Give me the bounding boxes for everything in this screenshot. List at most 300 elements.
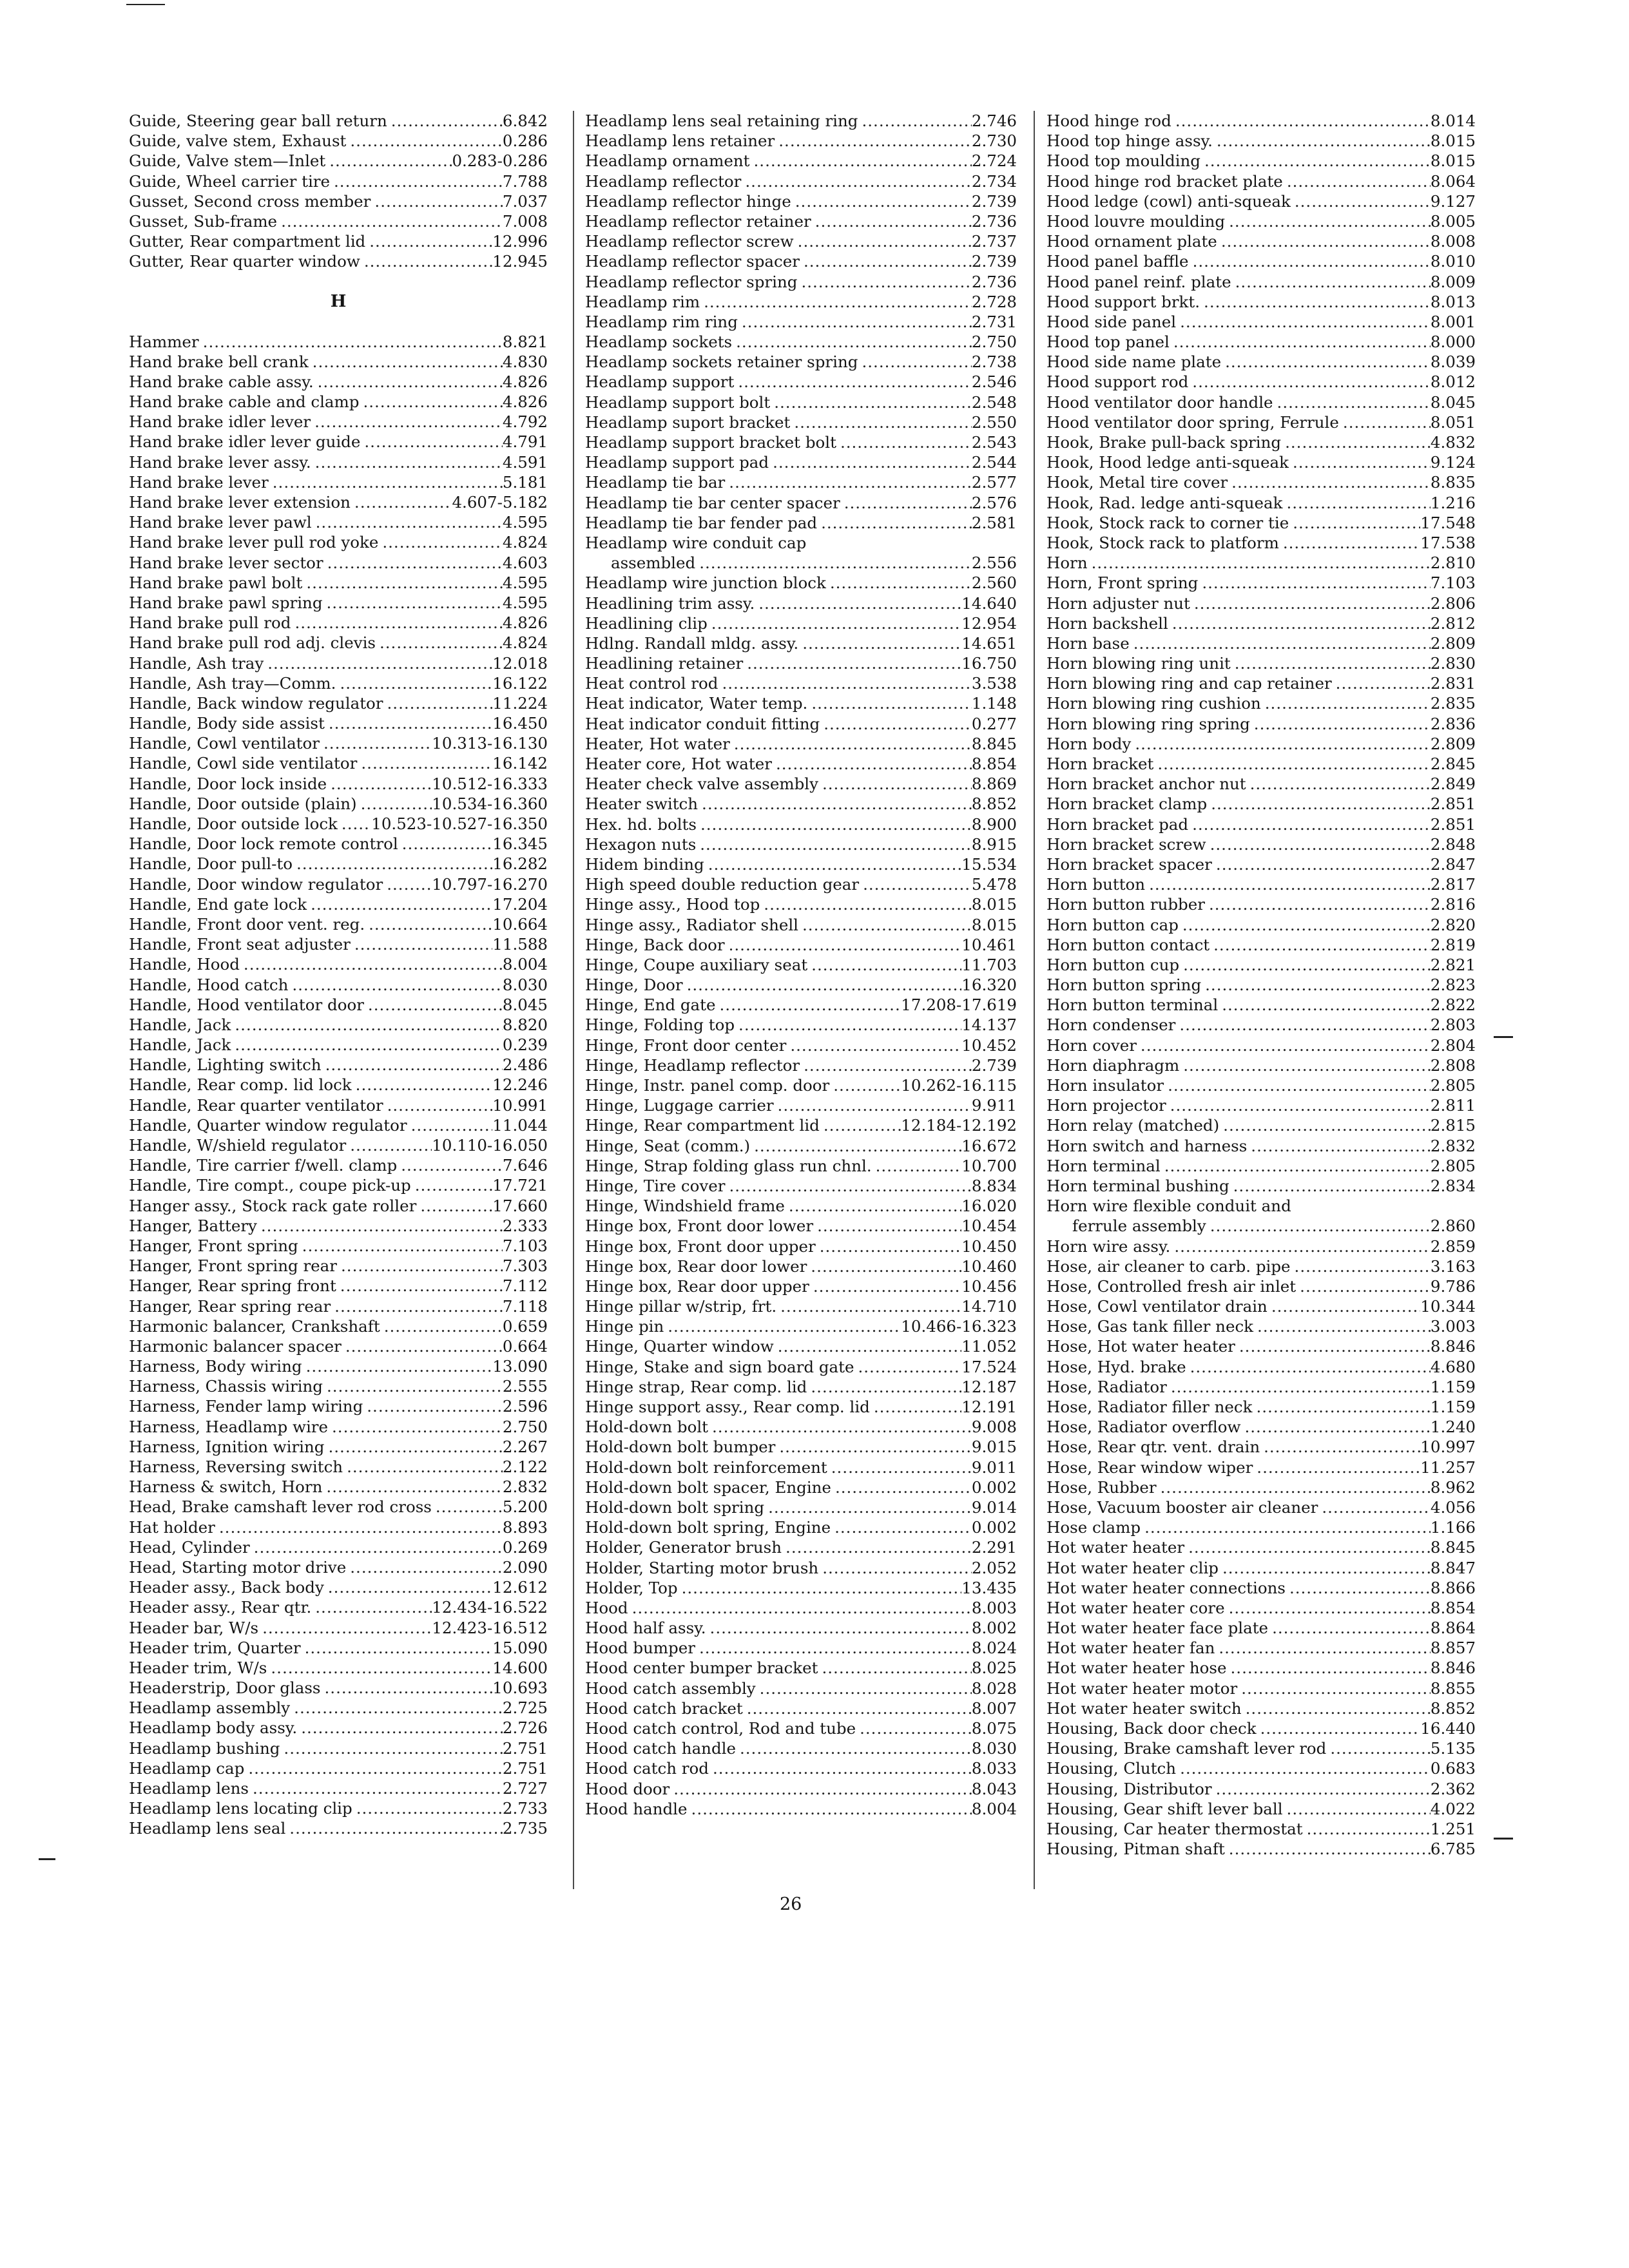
index-entry (1046, 1397, 1476, 1417)
dot-leader (323, 593, 503, 613)
entry-term: Hose, Radiator filler neck (1046, 1398, 1253, 1416)
entry-term: Hood top hinge assy. (1046, 131, 1213, 151)
index-entry (1046, 1779, 1476, 1799)
entry-reference: 10.460 (961, 1256, 1017, 1276)
entry-reference: 9.011 (971, 1457, 1017, 1477)
dot-leader (324, 1437, 502, 1457)
index-entry (585, 171, 1017, 191)
index-entry (585, 1336, 1017, 1356)
index-entry (585, 1377, 1017, 1397)
entry-term: Horn blowing ring unit (1046, 654, 1231, 673)
entry-reference: 10.466-16.323 (901, 1317, 1017, 1336)
index-entry (585, 1537, 1017, 1557)
dot-leader (785, 1196, 961, 1216)
dot-leader (800, 1055, 972, 1075)
entry-reference: 2.550 (971, 412, 1017, 432)
dot-leader (364, 995, 503, 1015)
entry-reference: 10.456 (961, 1276, 1017, 1296)
entry-term: Holder, Starting motor brush (585, 1558, 819, 1577)
entry-term: Handle, Door window regulator (129, 874, 383, 894)
index-entry (129, 573, 548, 593)
entry-reference: 13.090 (492, 1357, 548, 1376)
index-entry (129, 713, 548, 733)
dot-leader (290, 1698, 503, 1718)
entry-term: Hood louvre moulding (1046, 211, 1226, 231)
index-entry (1046, 1095, 1476, 1115)
entry-term: Hood top moulding (1046, 151, 1200, 171)
dot-leader (257, 1216, 503, 1236)
entry-reference: 2.804 (1430, 1035, 1476, 1055)
index-entry (1046, 513, 1476, 533)
dot-leader (807, 1377, 961, 1397)
dot-leader (1176, 1758, 1431, 1778)
dot-leader (411, 1175, 493, 1195)
entry-reference: 17.538 (1420, 533, 1476, 552)
index-entry (585, 392, 1017, 412)
dot-leader (700, 292, 972, 312)
dot-leader (750, 151, 972, 171)
index-column-3 (1046, 111, 1476, 1859)
entry-reference: 2.821 (1430, 955, 1476, 974)
entry-reference: 8.014 (1430, 111, 1476, 130)
index-entry (129, 1175, 548, 1195)
dot-leader (1206, 1216, 1431, 1236)
index-entry (129, 834, 548, 854)
entry-term: Hat holder (129, 1517, 215, 1537)
dot-leader (309, 352, 503, 372)
index-entry (1046, 211, 1476, 231)
entry-term: Hand brake pawl bolt (129, 573, 303, 592)
dot-leader (1291, 191, 1431, 211)
entry-reference: 7.646 (502, 1156, 548, 1175)
entry-term: Heat control rod (585, 674, 718, 693)
entry-reference: 2.736 (971, 272, 1017, 291)
index-entry (1046, 693, 1476, 713)
entry-reference: 2.832 (1430, 1136, 1476, 1155)
entry-reference: 14.710 (961, 1297, 1017, 1316)
index-entry (585, 935, 1017, 955)
dot-leader (1207, 794, 1431, 814)
index-entry (585, 1216, 1017, 1236)
index-entry (585, 231, 1017, 251)
entry-reference: 10.664 (492, 914, 548, 934)
scan-mark (126, 4, 165, 5)
index-entry (585, 1497, 1017, 1517)
index-entry (585, 513, 1017, 533)
dot-leader (291, 613, 502, 633)
entry-reference: 2.832 (502, 1477, 548, 1497)
index-entry (1046, 1517, 1476, 1537)
entry-reference: 2.750 (502, 1417, 548, 1436)
index-entry (585, 1256, 1017, 1276)
entry-reference: 1.159 (1430, 1398, 1476, 1416)
entry-reference: 11.703 (961, 955, 1017, 974)
entry-term: Headlamp reflector spacer (585, 252, 800, 271)
index-entry (585, 794, 1017, 814)
dot-leader (1279, 533, 1420, 553)
entry-reference: 0.002 (971, 1477, 1017, 1497)
index-entry (129, 1417, 548, 1437)
entry-term: Hose, Controlled fresh air inlet (1046, 1276, 1296, 1296)
index-entry (129, 1577, 548, 1597)
dot-leader (1167, 1377, 1431, 1397)
entry-term: Hood center bumper bracket (585, 1658, 818, 1678)
index-entry (129, 352, 548, 372)
entry-reference: 5.478 (971, 875, 1017, 894)
index-entry (129, 151, 548, 171)
entry-reference: 2.596 (502, 1397, 548, 1416)
index-entry (129, 412, 548, 432)
dot-leader (336, 673, 492, 693)
dot-leader (725, 472, 972, 492)
entry-reference: 14.640 (961, 593, 1017, 613)
entry-reference: 2.808 (1430, 1055, 1476, 1075)
entry-term: Headlamp tie bar (585, 473, 726, 492)
dot-leader (360, 432, 502, 452)
index-entry (585, 1156, 1017, 1176)
entry-term: Hinge box, Front door lower (585, 1216, 814, 1236)
entry-term: Handle, Tire compt., coupe pick-up (129, 1176, 411, 1195)
index-entry (585, 673, 1017, 693)
index-entry (129, 131, 548, 151)
entry-term: Harmonic balancer, Crankshaft (129, 1316, 380, 1336)
entry-reference: 17.721 (492, 1176, 548, 1195)
index-entry (1046, 1296, 1476, 1316)
entry-reference: 2.860 (1430, 1216, 1476, 1236)
dot-leader (1205, 894, 1431, 914)
entry-term: Housing, Car heater thermostat (1046, 1819, 1303, 1838)
index-entry (1046, 1035, 1476, 1055)
entry-term: Header assy., Rear qtr. (129, 1598, 312, 1617)
entry-reference: 3.163 (1430, 1256, 1476, 1276)
entry-term: Header bar, W/s (129, 1618, 259, 1637)
entry-term: Hose clamp (1046, 1518, 1141, 1537)
entry-reference: 16.672 (961, 1136, 1017, 1155)
index-entry (129, 874, 548, 894)
entry-term: Headlamp body assy. (129, 1718, 298, 1738)
index-entry (129, 1798, 548, 1818)
dot-leader (328, 1417, 503, 1437)
index-entry (585, 1738, 1017, 1758)
entry-reference: 2.830 (1430, 654, 1476, 673)
entry-term: Hand brake lever pawl (129, 513, 312, 532)
entry-term: Handle, Lighting switch (129, 1055, 322, 1075)
index-entry (129, 794, 548, 814)
dot-leader (791, 191, 972, 211)
dot-leader (1225, 1839, 1431, 1859)
dot-leader (817, 513, 972, 533)
index-entry (585, 814, 1017, 834)
dot-leader (798, 633, 961, 653)
entry-reference: 8.845 (1430, 1538, 1476, 1557)
index-entry (129, 753, 548, 773)
index-entry (1046, 251, 1476, 271)
entry-reference: 10.110-16.050 (432, 1136, 548, 1155)
entry-reference: 4.607-5.182 (452, 493, 548, 512)
entry-reference: 8.004 (971, 1799, 1017, 1818)
entry-term: Hand brake cable and clamp (129, 392, 360, 412)
entry-term: Heater, Hot water (585, 734, 730, 753)
entry-term: Hot water heater face plate (1046, 1619, 1269, 1638)
dot-leader (360, 251, 492, 271)
index-entry (129, 452, 548, 472)
dot-leader (1240, 1417, 1430, 1437)
entry-term: Hood hinge rod bracket plate (1046, 171, 1283, 191)
scan-mark (39, 1858, 55, 1860)
scan-mark (1494, 1036, 1513, 1038)
index-entry (585, 734, 1017, 754)
index-entry (129, 492, 548, 512)
index-entry (585, 251, 1017, 271)
entry-term: Horn, Front spring (1046, 573, 1199, 593)
dot-leader (764, 1497, 972, 1517)
entry-reference: 10.997 (1420, 1437, 1476, 1457)
index-entry (585, 151, 1017, 171)
dot-leader (807, 693, 972, 713)
entry-term: Hood (585, 1598, 628, 1617)
index-entry (585, 573, 1017, 593)
entry-term: Headlamp reflector hinge (585, 191, 791, 211)
entry-reference: 7.112 (502, 1276, 548, 1296)
entry-term: Hinge, Strap folding glass run chnl. (585, 1156, 872, 1175)
index-entry (585, 332, 1017, 352)
index-entry (585, 1517, 1017, 1537)
entry-term: Hood hinge rod (1046, 111, 1171, 130)
index-entry (1046, 171, 1476, 191)
dot-leader (1168, 613, 1431, 633)
index-entry (1046, 573, 1476, 593)
dot-leader (1281, 432, 1431, 452)
index-entry (129, 1356, 548, 1376)
index-entry (129, 673, 548, 693)
entry-reference: 17.208-17.619 (901, 995, 1017, 1015)
entry-reference: 10.450 (961, 1236, 1017, 1256)
entry-reference: 8.064 (1430, 171, 1476, 191)
index-entry (129, 934, 548, 954)
dot-leader (831, 1517, 972, 1537)
dot-leader (1141, 1517, 1431, 1537)
entry-reference: 12.187 (961, 1377, 1017, 1396)
entry-term: Hook, Stock rack to platform (1046, 533, 1279, 552)
entry-reference: 12.246 (492, 1075, 548, 1095)
index-entry (585, 653, 1017, 673)
dot-leader (688, 1799, 972, 1819)
entry-term: Hot water heater switch (1046, 1698, 1242, 1718)
index-entry (585, 1397, 1017, 1417)
entry-term: Horn bracket screw (1046, 834, 1206, 854)
entry-reference: 2.809 (1430, 633, 1476, 653)
entry-term: Hinge box, Front door upper (585, 1236, 816, 1256)
entry-reference: 4.791 (502, 432, 548, 452)
index-entry (585, 493, 1017, 513)
entry-term: Handle, Door lock remote control (129, 834, 398, 854)
dot-leader (859, 874, 972, 894)
entry-term: Hold-down bolt bumper (585, 1437, 776, 1457)
entry-term: Harness, Headlamp wire (129, 1417, 329, 1436)
index-entry (129, 1477, 548, 1497)
entry-reference: 14.137 (961, 1015, 1017, 1035)
entry-reference: 16.282 (492, 854, 548, 874)
entry-reference: 2.555 (502, 1377, 548, 1396)
index-entry (129, 1095, 548, 1115)
index-entry (129, 1537, 548, 1557)
entry-term: Handle, Body side assist (129, 714, 325, 733)
index-entry (1046, 915, 1476, 935)
entry-reference: 12.191 (961, 1398, 1017, 1416)
entry-term: Headlamp reflector screw (585, 232, 794, 251)
dot-leader (337, 1256, 503, 1276)
index-entry (585, 1578, 1017, 1598)
dot-leader (1253, 1316, 1431, 1336)
dot-leader (346, 1557, 503, 1577)
entry-term: Horn wire assy. (1046, 1236, 1171, 1256)
entry-term: Hinge strap, Rear comp. lid (585, 1377, 807, 1396)
entry-term: Hand brake idler lever (129, 412, 311, 432)
dot-leader (695, 1638, 972, 1658)
entry-term: Hood door (585, 1779, 670, 1798)
index-entry (585, 111, 1017, 131)
entry-reference: 7.103 (502, 1236, 548, 1255)
index-entry (1046, 834, 1476, 854)
entry-term: Headlamp suport bracket (585, 412, 791, 432)
entry-term: Horn adjuster nut (1046, 593, 1190, 613)
dot-leader (359, 392, 502, 412)
entry-reference: 8.015 (1430, 151, 1476, 171)
dot-leader (826, 573, 972, 593)
entry-term: Hood ornament plate (1046, 232, 1217, 251)
index-entry (585, 1558, 1017, 1578)
entry-term: Hinge pin (585, 1317, 664, 1336)
dot-leader (387, 111, 503, 131)
entry-reference: 8.857 (1430, 1639, 1476, 1658)
entry-term: Hot water heater connections (1046, 1578, 1286, 1597)
entry-reference: 8.846 (1430, 1337, 1476, 1356)
entry-reference: 2.834 (1430, 1176, 1476, 1195)
entry-reference: 9.014 (971, 1497, 1017, 1517)
entry-reference: 8.854 (971, 754, 1017, 773)
index-entry (1046, 1256, 1476, 1276)
dot-leader (1164, 1075, 1431, 1095)
index-entry (1046, 1738, 1476, 1758)
dot-leader (774, 1095, 972, 1115)
index-entry (1046, 935, 1476, 955)
entry-reference: 8.852 (1430, 1698, 1476, 1718)
dot-leader (1289, 513, 1420, 533)
entry-term: assembled (611, 553, 696, 573)
index-entry (129, 432, 548, 452)
entry-reference: 8.915 (971, 834, 1017, 854)
dot-leader (269, 472, 503, 492)
entry-term: Hook, Metal tire cover (1046, 473, 1228, 492)
entry-term: Hinge, Luggage carrier (585, 1096, 774, 1115)
entry-term: Hood side panel (1046, 312, 1177, 331)
dot-leader (734, 372, 972, 392)
entry-term: Horn button cap (1046, 915, 1179, 934)
index-entry (1046, 995, 1476, 1015)
entry-term: Handle, Quarter window regulator (129, 1115, 407, 1135)
entry-term: Hinge, Headlamp reflector (585, 1055, 800, 1075)
index-entry (585, 693, 1017, 713)
dot-leader (432, 1497, 503, 1517)
entry-term: Hammer (129, 332, 199, 351)
entry-reference: 2.848 (1430, 834, 1476, 854)
entry-reference: 8.900 (971, 814, 1017, 834)
index-entry (129, 1196, 548, 1216)
dot-leader (351, 934, 492, 954)
entry-reference: 2.267 (502, 1437, 548, 1456)
entry-term: Heater core, Hot water (585, 754, 772, 773)
dot-leader (322, 1055, 503, 1075)
dot-leader (244, 1758, 503, 1778)
entry-term: Head, Brake camshaft lever rod cross (129, 1497, 432, 1517)
dot-leader (725, 1176, 971, 1196)
index-entry (585, 1055, 1017, 1075)
index-entry (1046, 1839, 1476, 1859)
entry-term: Hinge, Instr. panel comp. door (585, 1076, 830, 1095)
index-entry (129, 553, 548, 573)
entry-reference: 8.845 (971, 734, 1017, 753)
entry-reference: 8.893 (502, 1517, 548, 1537)
entry-reference: 8.025 (971, 1658, 1017, 1678)
dot-leader (1225, 211, 1431, 231)
column-divider (573, 111, 574, 1889)
index-entry (1046, 191, 1476, 211)
entry-term: Housing, Brake camshaft lever rod (1046, 1739, 1327, 1758)
index-entry (129, 1738, 548, 1758)
index-entry (1046, 754, 1476, 774)
entry-term: Handle, Back window regulator (129, 693, 383, 713)
entry-term: Housing, Clutch (1046, 1759, 1177, 1778)
entry-term: Headlamp lens retainer (585, 131, 775, 151)
dot-leader (1261, 693, 1431, 713)
entry-term: Hood top panel (1046, 332, 1170, 352)
index-entry (129, 693, 548, 713)
dot-leader (1228, 472, 1431, 492)
entry-term: Gutter, Rear quarter window (129, 252, 360, 271)
dot-leader (807, 955, 961, 975)
entry-reference: 2.739 (971, 1055, 1017, 1075)
entry-reference: 3.003 (1430, 1317, 1476, 1336)
dot-leader (1170, 332, 1431, 352)
dot-leader (730, 734, 972, 754)
entry-reference: 2.820 (1430, 915, 1476, 934)
entry-reference: 4.056 (1430, 1497, 1476, 1517)
entry-term: Handle, Hood catch (129, 975, 289, 994)
entry-term: Hinge pillar w/strip, frt. (585, 1297, 777, 1316)
dot-leader (1332, 673, 1431, 693)
entry-term: Handle, Tire carrier f/well. clamp (129, 1156, 398, 1175)
entry-term: Horn wire flexible conduit and (1046, 1196, 1291, 1216)
dot-leader (1225, 1598, 1431, 1618)
dot-leader (330, 171, 503, 191)
entry-reference: 2.849 (1430, 774, 1476, 794)
entry-term: Hot water heater hose (1046, 1658, 1227, 1678)
entry-reference: 8.003 (971, 1598, 1017, 1617)
dot-leader (1283, 171, 1431, 191)
index-entry (129, 1618, 548, 1638)
index-entry (1046, 1658, 1476, 1678)
dot-leader (311, 412, 503, 432)
entry-reference: 9.124 (1430, 453, 1476, 472)
entry-term: Hood half assy. (585, 1619, 706, 1638)
entry-reference: 8.045 (1430, 392, 1476, 412)
dot-leader (732, 332, 972, 352)
entry-reference: 10.313-16.130 (432, 734, 548, 753)
entry-reference: 8.015 (971, 895, 1017, 914)
entry-term: Hot water heater fan (1046, 1639, 1215, 1658)
entry-term: Harness, Chassis wiring (129, 1377, 323, 1396)
index-entry (585, 211, 1017, 231)
